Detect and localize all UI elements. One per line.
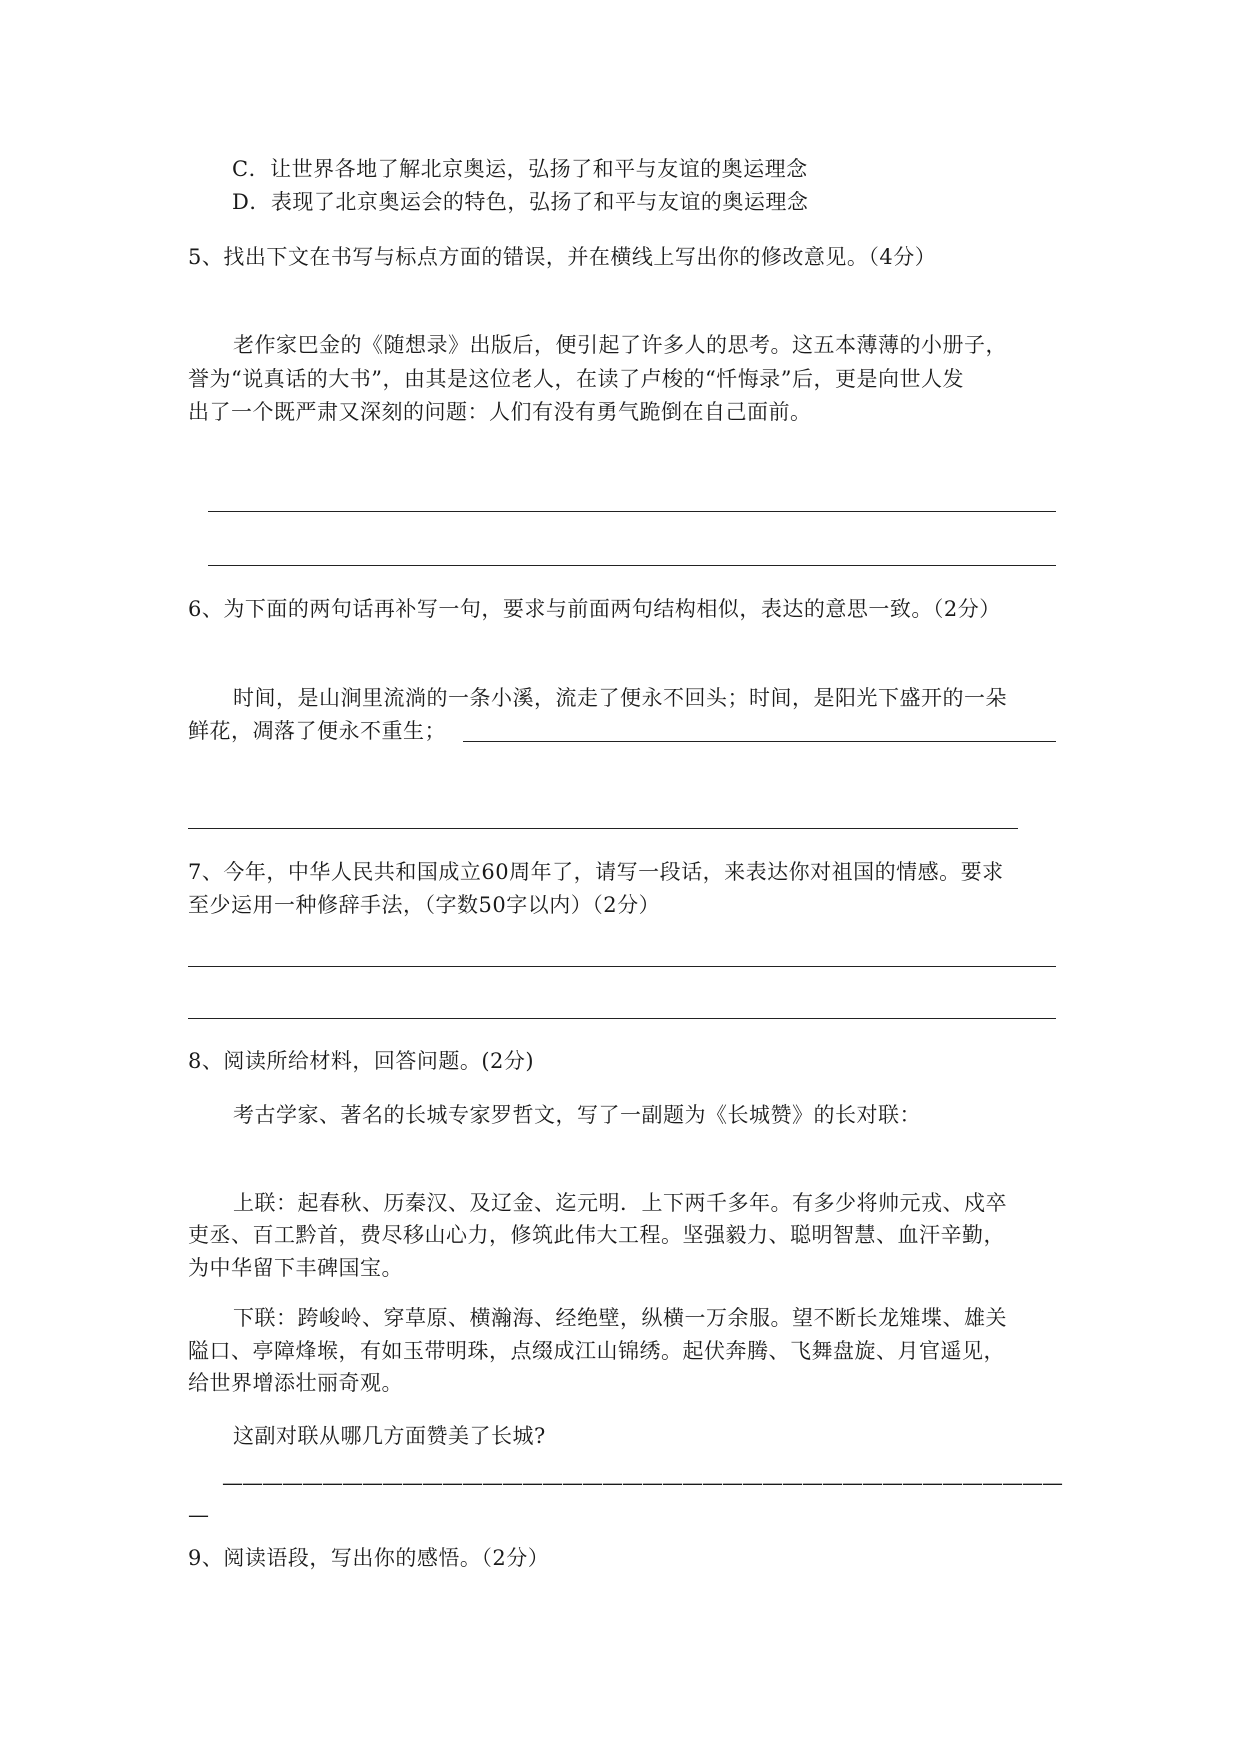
- q8-lower-line-2: 隘口、亭障烽堠，有如玉带明珠，点缀成江山锦绣。起伏奔腾、飞舞盘旋、月官遥见，: [188, 1339, 1005, 1363]
- q8-upper-line-3: 为中华留下丰碑国宝。: [188, 1256, 403, 1280]
- q7-answer-line-2[interactable]: [188, 1018, 1056, 1019]
- q7-prompt-line-1: 7、今年，中华人民共和国成立60周年了，请写一段话，来表达你对祖国的情感。要求: [188, 860, 1004, 884]
- q9-prompt: 9、阅读语段，写出你的感悟。（2分）: [188, 1546, 550, 1570]
- q8-answer-line-tail[interactable]: —: [188, 1503, 208, 1527]
- q8-lower-line-1: 下联：跨峻岭、穿草原、横瀚海、经绝壁，纵横一万余服。望不断长龙雉堞、雄关: [233, 1306, 1007, 1330]
- q5-answer-line-2[interactable]: [208, 565, 1056, 566]
- q5-passage-line-1: 老作家巴金的《随想录》出版后，便引起了许多人的思考。这五本薄薄的小册子，: [233, 333, 1007, 357]
- q6-answer-line-2[interactable]: [188, 828, 1018, 829]
- q8-intro: 考古学家、著名的长城专家罗哲文，写了一副题为《长城赞》的长对联：: [233, 1103, 921, 1127]
- q8-upper-line-2: 吏丞、百工黔首，费尽移山心力，修筑此伟大工程。坚强毅力、聪明智慧、血汗辛勤，: [188, 1223, 1005, 1247]
- q6-prompt: 6、为下面的两句话再补写一句，要求与前面两句结构相似，表达的意思一致。（2分）: [188, 597, 1001, 621]
- q5-answer-line-1[interactable]: [208, 511, 1056, 512]
- q6-passage-line-1: 时间，是山涧里流淌的一条小溪，流走了便永不回头；时间，是阳光下盛开的一朵: [233, 686, 1007, 710]
- q5-passage-line-2: 誉为“说真话的大书”，由其是这位老人，在读了卢梭的“忏悔录”后，更是向世人发: [188, 367, 964, 391]
- q7-answer-line-1[interactable]: [188, 966, 1056, 967]
- q7-prompt-line-2: 至少运用一种修辞手法，（字数50字以内）（2分）: [188, 893, 661, 917]
- q8-prompt: 8、阅读所给材料，回答问题。(2分): [188, 1049, 535, 1073]
- q8-answer-line[interactable]: ——————————————————————————————————————————: [222, 1471, 1062, 1495]
- q6-passage-line-2: 鲜花，凋落了便永不重生；: [188, 719, 446, 743]
- q8-lower-line-3: 给世界增添壮丽奇观。: [188, 1371, 403, 1395]
- q8-upper-line-1: 上联：起春秋、历秦汉、及辽金、迄元明．上下两千多年。有多少将帅元戎、戍卒: [233, 1191, 1007, 1215]
- option-c: C．让世界各地了解北京奥运，弘扬了和平与友谊的奥运理念: [232, 157, 808, 181]
- q6-answer-line-1[interactable]: [463, 741, 1056, 742]
- q8-question: 这副对联从哪几方面赞美了长城?: [233, 1424, 546, 1448]
- option-d: D．表现了北京奥运会的特色，弘扬了和平与友谊的奥运理念: [232, 190, 809, 214]
- q5-prompt: 5、找出下文在书写与标点方面的错误，并在横线上写出你的修改意见。（4分）: [188, 245, 937, 269]
- q5-passage-line-3: 出了一个既严肃又深刻的问题：人们有没有勇气跪倒在自己面前。: [188, 400, 812, 424]
